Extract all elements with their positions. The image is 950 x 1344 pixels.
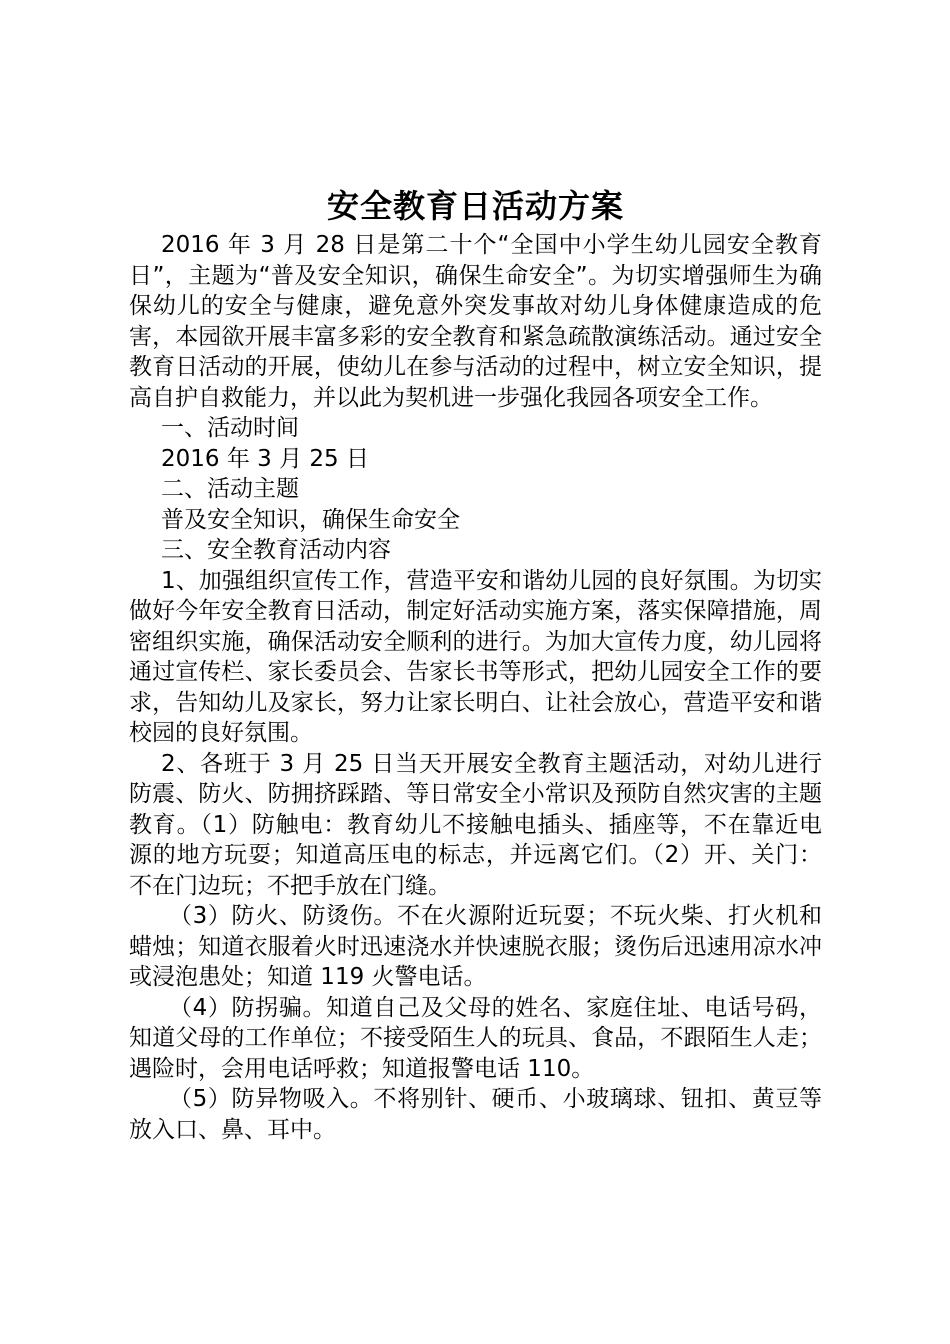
content-item-2: 2、各班于 3 月 25 日当天开展安全教育主题活动，对幼儿进行防震、防火、防拥挤踩踏、等日常安全小常识及预防自然灾害的主题教育。（1）防触电：教育幼儿不接触电插头、插座等，不在靠近电源的地方玩耍；知道高压电的标志，并远离它们。（2）开、关门：不在门边玩；不把手放在门缝。 (129, 750, 822, 899)
intro-paragraph: 2016 年 3 月 28 日是第二十个“全国中小学生幼儿园安全教育日”，主题为“普及安全知识，确保生命安全”。为切实增强师生为确保幼儿的安全与健康，避免意外突发事故对幼儿身体健康造成的危害，本园欲开展丰富多彩的安全教育和紧急疏散演练活动。通过安全教育日活动的开展，使幼儿在参与活动的过程中，树立安全知识，提高自护自救能力，并以此为契机进一步强化我园各项安全工作。 (129, 232, 822, 411)
document-title: 安全教育日活动方案 (326, 187, 624, 225)
activity-theme: 普及安全知识，确保生命安全 (161, 506, 460, 533)
section-heading-content: 三、安全教育活动内容 (161, 537, 391, 563)
content-subitem-3: （3）防火、防烫伤。不在火源附近玩耍；不玩火柴、打火机和蜡烛；知道衣服着火时迅速浇水并快速脱衣服；烫伤后迅速用凉水冲或浸泡患处；知道 119 火警电话。 (129, 903, 822, 990)
activity-date: 2016 年 3 月 25 日 (161, 445, 369, 472)
section-heading-theme: 二、活动主题 (161, 476, 299, 502)
content-subitem-5: （5）防异物吸入。不将别针、硬币、小玻璃球、钮扣、黄豆等放入口、鼻、耳中。 (129, 1086, 822, 1143)
content-subitem-4: （4）防拐骗。知道自己及父母的姓名、家庭住址、电话号码，知道父母的工作单位；不接受陌生人的玩具、食品，不跟陌生人走；遇险时，会用电话呼救；知道报警电话 110。 (129, 994, 822, 1082)
section-heading-time: 一、活动时间 (161, 415, 299, 441)
document-page (129, 186, 822, 1145)
content-item-1: 1、加强组织宣传工作，营造平安和谐幼儿园的良好氛围。为切实做好今年安全教育日活动，制定好活动实施方案，落实保障措施，周密组织实施，确保活动安全顺利的进行。为加大宣传力度，幼儿园将通过宣传栏、家长委员会、告家长书等形式，把幼儿园安全工作的要求，告知幼儿及家长，努力让家长明白、让社会放心，营造平安和谐校园的良好氛围。 (129, 567, 822, 746)
